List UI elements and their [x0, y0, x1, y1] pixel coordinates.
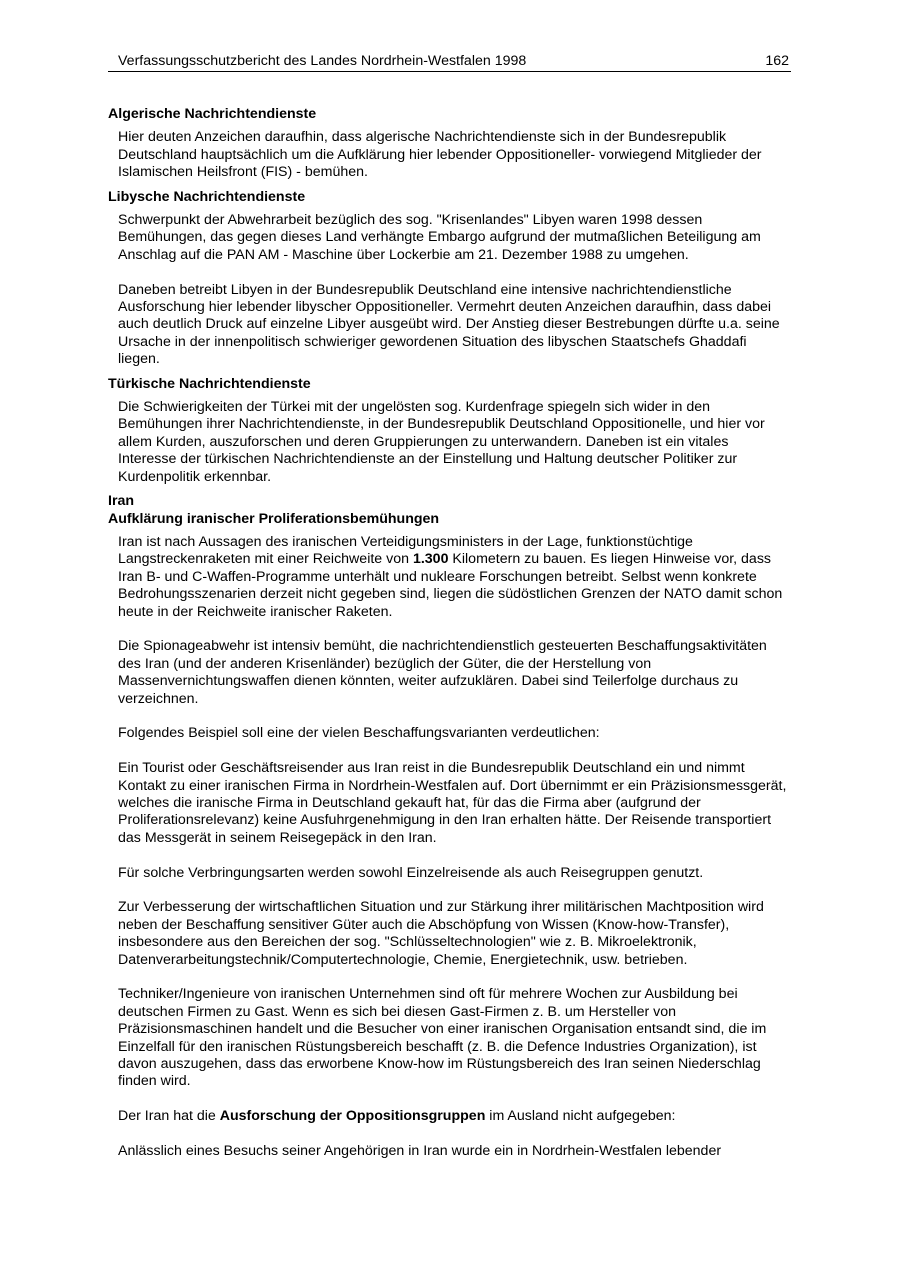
paragraph: Die Schwierigkeiten der Türkei mit der ungelösten sog. Kurdenfrage spiegeln sich wider in den Bemühungen ihrer Nachrichtendienste, in der Bundesrepublik Deutschland Oppositionelle, und hier vor allem Kurden, auszuforschen und deren Gruppierungen zu unterwandern. Daneben ist ein vitales Interesse der türkischen Nachrichtendienste an der Einstellung und Haltung deutscher Politiker zur Kurdenpolitik erkennbar. [118, 399, 765, 485]
section-iran [108, 493, 790, 1160]
section-subheading: Aufklärung iranischer Proliferationsbemühungen [108, 510, 440, 527]
paragraph: Daneben betreibt Libyen in der Bundesrepublik Deutschland eine intensive nachrichtendienstliche Ausforschung hier lebender libyscher Oppositioneller. Vermehrt deuten Anzeichen daraufhin, dass dabei auch deutlich Druck auf einzelne Libyer ausgeübt wird. Der Anstieg dieser Bestrebungen dürfte u.a. seine Ursache in der innenpolitisch schwieriger gewordenen Situation des libyschen Staatschefs Ghaddafi liegen. [118, 281, 780, 368]
paragraph: Schwerpunkt der Abwehrarbeit bezüglich des sog. "Krisenlandes" Libyen waren 1998 dessen Bemühungen, das gegen dieses Land verhängte Embargo aufgrund der mutmaßlichen Beteiligung am Anschlag auf die PAN AM - Maschine über Lockerbie am 21. Dezember 1988 zu umgehen. [118, 212, 761, 263]
page-body [108, 106, 790, 1167]
section-heading: Türkische Nachrichtendienste [108, 375, 311, 392]
section-heading: Libysche Nachrichtendienste [108, 188, 306, 205]
paragraph: Zur Verbesserung der wirtschaftlichen Situation und zur Stärkung ihrer militärischen Machtposition wird neben der Beschaffung sensitiver Güter auch die Abschöpfung von Wissen (Know-how-Transfer), insbesondere aus den Bereichen der sog. "Schlüsseltechnologien" wie z. B. Mikroelektronik, Datenverarbeitungstechnik/Computertechnologie, Chemie, Energietechnik, usw. betrieben. [118, 899, 764, 968]
paragraph: Hier deuten Anzeichen daraufhin, dass algerische Nachrichtendienste sich in der Bundesrepublik Deutschland hauptsächlich um die Aufklärung hier lebender Oppositioneller- vorwiegend Mitglieder der Islamischen Heilsfront (FIS) - bemühen. [118, 129, 762, 181]
section-libyan [108, 189, 790, 369]
emphasis: Ausforschung der Oppositionsgruppen [219, 1108, 486, 1125]
page-number: 162 [765, 53, 789, 69]
paragraph: Techniker/Ingenieure von iranischen Unternehmen sind oft für mehrere Wochen zur Ausbildung bei deutschen Firmen zu Gast. Wenn es sich bei diesen Gast-Firmen z. B. um Hersteller von Präzisionsmaschinen handelt und die Besucher von einer iranischen Organisation entsandt sind, die im Einzelfall für den iranischen Rüstungsbereich beschafft (z. B. die Defence Industries Organization), ist davon auszugehen, dass das erworbene Know-how im Rüstungsbereich des Iran seinen Niederschlag finden wird. [118, 986, 767, 1090]
paragraph: Iran ist nach Aussagen des iranischen Verteidigungsministers in der Lage, funktionstüchtige Langstreckenraketen mit einer Reichweite von 1.300 Kilometern zu bauen. Es liegen Hinweise vor, dass Iran B- und C-Waffen-Programme unterhält und nukleare Forschungen betreibt. Selbst wenn konkrete Bedrohungsszenarien derzeit nicht gegeben sind, liegen die südöstlichen Grenzen der NATO damit schon heute in der Reichweite iranischer Raketen. [118, 533, 783, 620]
paragraph: Anlässlich eines Besuchs seiner Angehörigen in Iran wurde ein in Nordrhein-Westfalen lebender [118, 1143, 722, 1160]
paragraph: Ein Tourist oder Geschäftsreisender aus Iran reist in die Bundesrepublik Deutschland ein und nimmt Kontakt zu einer iranischen Firma in Nordrhein-Westfalen auf. Dort übernimmt er ein Präzisionsmessgerät, welches die iranische Firma in Deutschland gekauft hat, für das die Firma aber (aufgrund der Proliferationsrelevanz) keine Ausfuhrgenehmigung in den Iran erhalten hätte. Der Reisende transportiert das Messgerät in seinem Reisegepäck in den Iran. [118, 760, 787, 846]
paragraph: Die Spionageabwehr ist intensiv bemüht, die nachrichtendienstlich gesteuerten Beschaffungsaktivitäten des Iran (und der anderen Krisenländer) bezüglich der Güter, die der Herstellung von Massenvernichtungswaffen dienen könnten, weiter aufzuklären. Dabei sind Teilerfolge durchaus zu verzeichnen. [118, 638, 767, 707]
section-heading: Iran [108, 493, 135, 510]
section-algerian [108, 106, 790, 182]
section-heading: Algerische Nachrichtendienste [108, 106, 317, 122]
section-turkish [108, 376, 790, 486]
range-value: 1.300 [412, 551, 449, 568]
paragraph: Für solche Verbringungsarten werden sowohl Einzelreisende als auch Reisegruppen genutzt. [118, 864, 704, 881]
report-title: Verfassungsschutzbericht des Landes Nordrhein-Westfalen 1998 [118, 53, 527, 69]
paragraph: Der Iran hat die Ausforschung der Oppositionsgruppen im Ausland nicht aufgegeben: [118, 1108, 676, 1125]
page-header [108, 52, 791, 72]
paragraph: Folgendes Beispiel soll eine der vielen Beschaffungsvarianten verdeutlichen: [118, 725, 600, 742]
